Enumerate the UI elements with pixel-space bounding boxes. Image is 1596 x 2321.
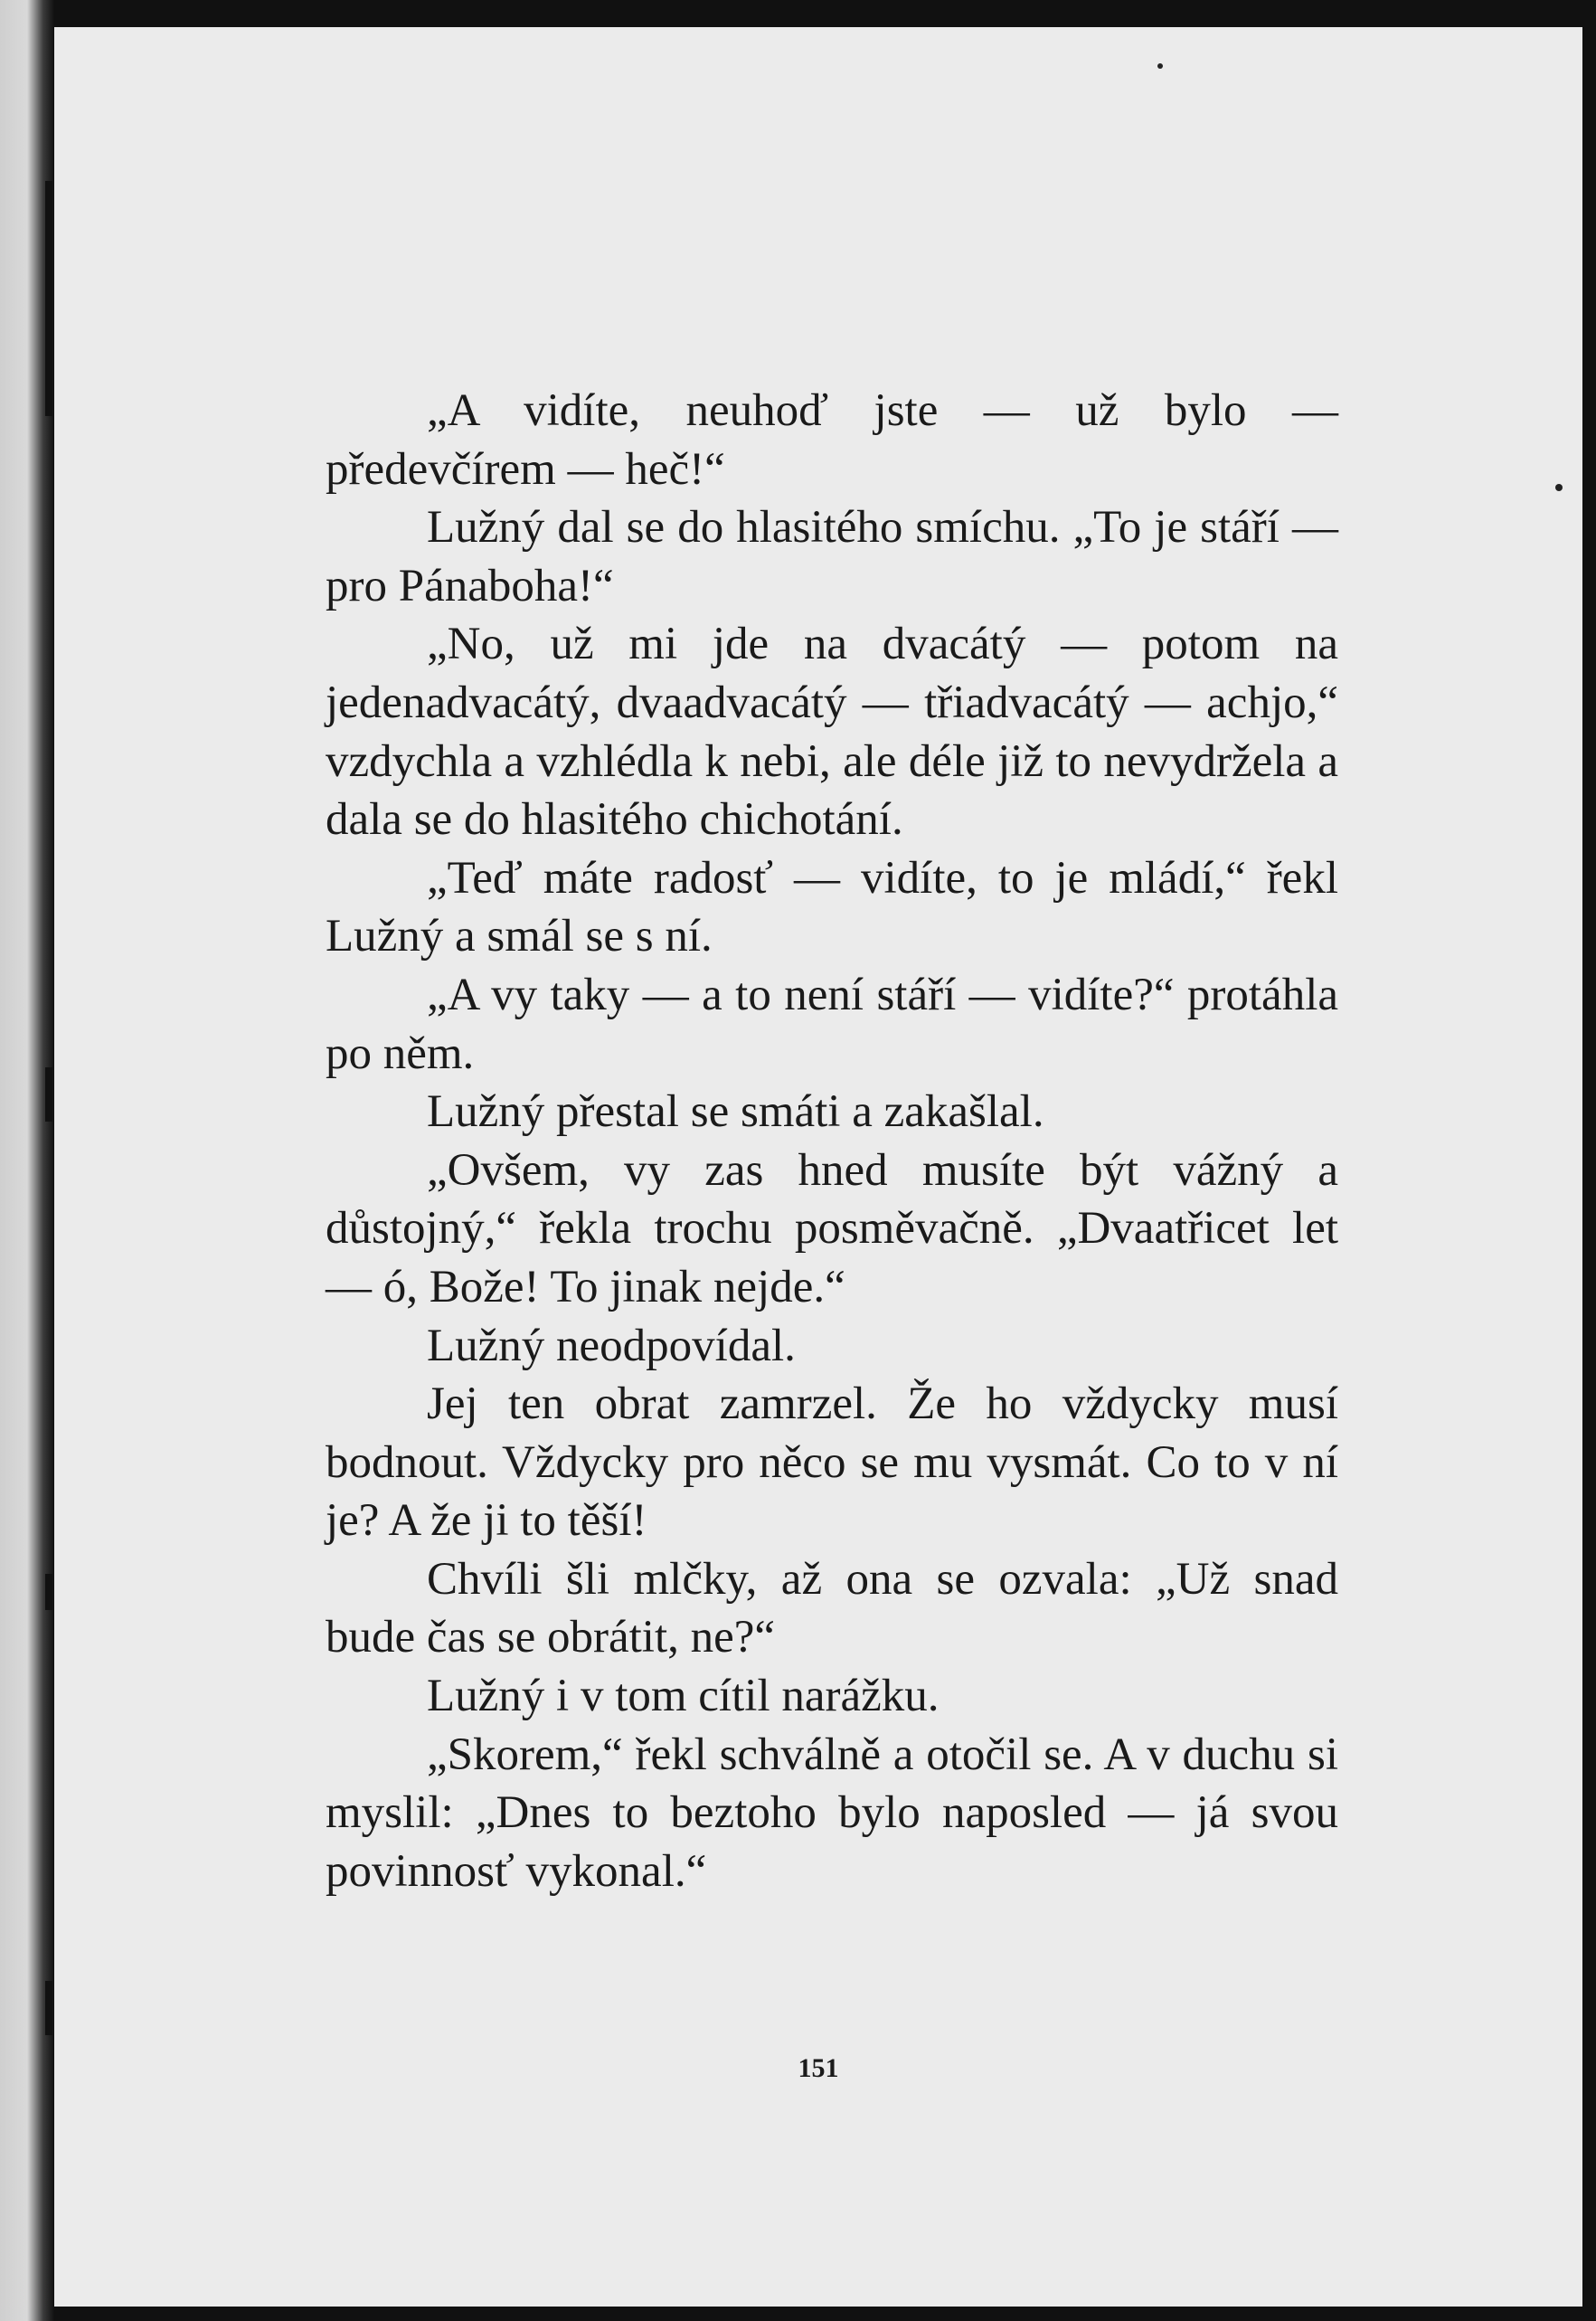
paragraph: Lužný dal se do hlasitého smíchu. „To je stáří — pro Pánaboha!“ (326, 502, 1338, 611)
paragraph: „Teď máte radosť — vidíte, to je mládí,“ řekl Lužný a smál se s ní. (326, 852, 1338, 962)
paragraph: Lužný i v tom cítil narážku. (427, 1671, 940, 1722)
book-page (54, 27, 1582, 2307)
paragraph: Lužný neodpovídal. (427, 1320, 796, 1371)
page-number: 151 (798, 2053, 839, 2083)
paragraph: „Ovšem, vy zas hned musíte být vážný a důstojný,“ řekla trochu posměvačně. „Dvaatřicet let — ó, Bože! To jinak nejde.“ (326, 1144, 1338, 1312)
paragraph: „Skorem,“ řekl schválně a otočil se. A v duchu si myslil: „Dnes to beztoho bylo naposled — já svou povinnosť vykonal.“ (326, 1729, 1338, 1897)
paragraph: Lužný přestal se smáti a zakašlal. (427, 1086, 1044, 1138)
gutter-edge (45, 181, 52, 416)
gutter-edge (45, 1574, 52, 1610)
gutter-edge (45, 1067, 52, 1122)
book-gutter (0, 0, 54, 2321)
paragraph: Jej ten obrat zamrzel. Že ho vždycky musí bodnout. Vždycky pro něco se mu vysmát. Co to v ní je? A že ji to těší! (326, 1378, 1338, 1547)
paragraph: „A vidíte, neuhoď jste — už bylo — předevčírem — heč!“ (326, 385, 1338, 495)
page-speck (1555, 484, 1563, 491)
page-speck (1157, 63, 1163, 69)
gutter-edge (45, 1981, 52, 2035)
paragraph: Chvíli šli mlčky, až ona se ozvala: „Už snad bude čas se obrátit, ne?“ (326, 1553, 1338, 1663)
paragraph: „A vy taky — a to není stáří — vidíte?“ protáhla po něm. (326, 969, 1338, 1079)
body-text (326, 382, 1338, 1900)
paragraph: „No, už mi jde na dvacátý — potom na jedenadvacátý, dvaadvacátý — třiadvacátý — achjo,“ vzdychla a vzhlédla k nebi, ale déle již to nevydržela a dala se do hlasitého chichotání. (326, 619, 1338, 846)
